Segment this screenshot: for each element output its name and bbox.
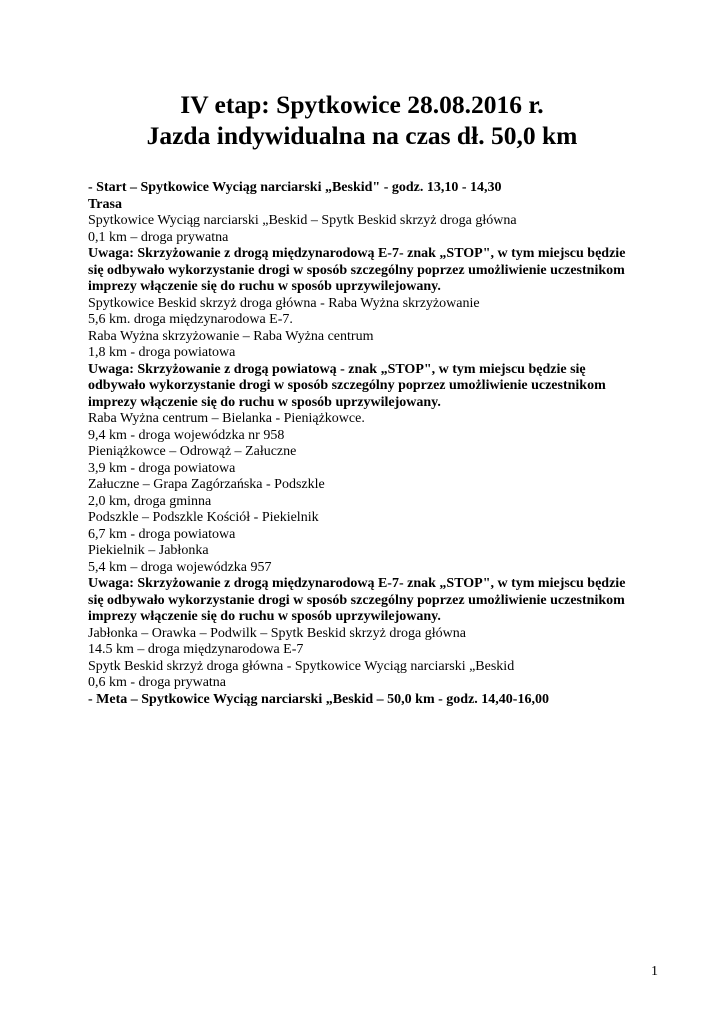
text-line: Spytkowice Beskid skrzyż droga główna - Raba Wyżna skrzyżowanie xyxy=(88,295,480,311)
text-line: 0,6 km - droga prywatna xyxy=(88,675,227,690)
text-line: 3,9 km - droga powiatowa xyxy=(88,460,236,476)
text-line: Załuczne – Grapa Zagórzańska - Podszkle xyxy=(88,477,325,492)
page-number: 1 xyxy=(651,964,658,979)
text-line: Raba Wyżna skrzyżowanie – Raba Wyżna centrum xyxy=(88,328,374,344)
bold-text-line: imprezy włączenie się do ruchu w sposób uprzywilejowany. xyxy=(88,394,441,410)
route-description xyxy=(88,180,708,708)
bold-text-line: Trasa xyxy=(88,196,122,212)
bold-text-line: się odbywało wykorzystanie drogi w sposób szczególny poprzez umożliwienie uczestnikom xyxy=(88,592,625,608)
text-line: 2,0 km, droga gminna xyxy=(88,493,212,509)
bold-text-line: - Start – Spytkowice Wyciąg narciarski „Beskid" - godz. 13,10 - 14,30 xyxy=(88,180,502,195)
text-line: 14.5 km – droga międzynarodowa E-7 xyxy=(88,642,304,657)
title-line-2: Jazda indywidualna na czas dł. 50,0 km xyxy=(146,121,578,150)
text-line: 1,8 km - droga powiatowa xyxy=(88,345,236,360)
text-line: 9,4 km - droga wojewódzka nr 958 xyxy=(88,427,285,443)
text-line: Raba Wyżna centrum – Bielanka - Pieniążkowce. xyxy=(88,411,365,426)
text-line: Spytk Beskid skrzyż droga główna - Spytkowice Wyciąg narciarski „Beskid xyxy=(88,658,515,674)
bold-text-line: Uwaga: Skrzyżowanie z drogą międzynarodową E-7- znak „STOP", w tym miejscu będzie xyxy=(88,576,626,591)
bold-text-line: Uwaga: Skrzyżowanie z drogą powiatową - znak „STOP", w tym miejscu będzie się xyxy=(88,361,586,377)
bold-text-line: się odbywało wykorzystanie drogi w sposób szczególny poprzez umożliwienie uczestnikom xyxy=(88,262,625,278)
bold-text-line: - Meta – Spytkowice Wyciąg narciarski „Beskid – 50,0 km - godz. 14,40-16,00 xyxy=(88,691,549,707)
text-line: Podszkle – Podszkle Kościół - Piekielnik xyxy=(88,510,319,525)
text-line: Pieniążkowce – Odrowąż – Załuczne xyxy=(88,444,297,459)
title-line-1: IV etap: Spytkowice 28.08.2016 r. xyxy=(180,90,544,119)
bold-text-line: Uwaga: Skrzyżowanie z drogą międzynarodową E-7- znak „STOP", w tym miejscu będzie xyxy=(88,246,626,261)
document-title xyxy=(0,89,724,151)
text-line: 0,1 km – droga prywatna xyxy=(88,229,229,245)
text-line: Piekielnik – Jabłonka xyxy=(88,543,209,558)
bold-text-line: imprezy włączenie się do ruchu w sposób uprzywilejowany. xyxy=(88,609,441,624)
bold-text-line: imprezy włączenie się do ruchu w sposób uprzywilejowany. xyxy=(88,279,441,294)
text-line: 5,6 km. droga międzynarodowa E-7. xyxy=(88,312,293,327)
text-line: Jabłonka – Orawka – Podwilk – Spytk Beskid skrzyż droga główna xyxy=(88,625,466,641)
text-line: 5,4 km – droga wojewódzka 957 xyxy=(88,559,272,575)
text-line: Spytkowice Wyciąg narciarski „Beskid – Spytk Beskid skrzyż droga główna xyxy=(88,213,517,228)
bold-text-line: odbywało wykorzystanie drogi w sposób szczególny poprzez umożliwienie uczestnikom xyxy=(88,378,606,393)
text-line: 6,7 km - droga powiatowa xyxy=(88,526,236,542)
